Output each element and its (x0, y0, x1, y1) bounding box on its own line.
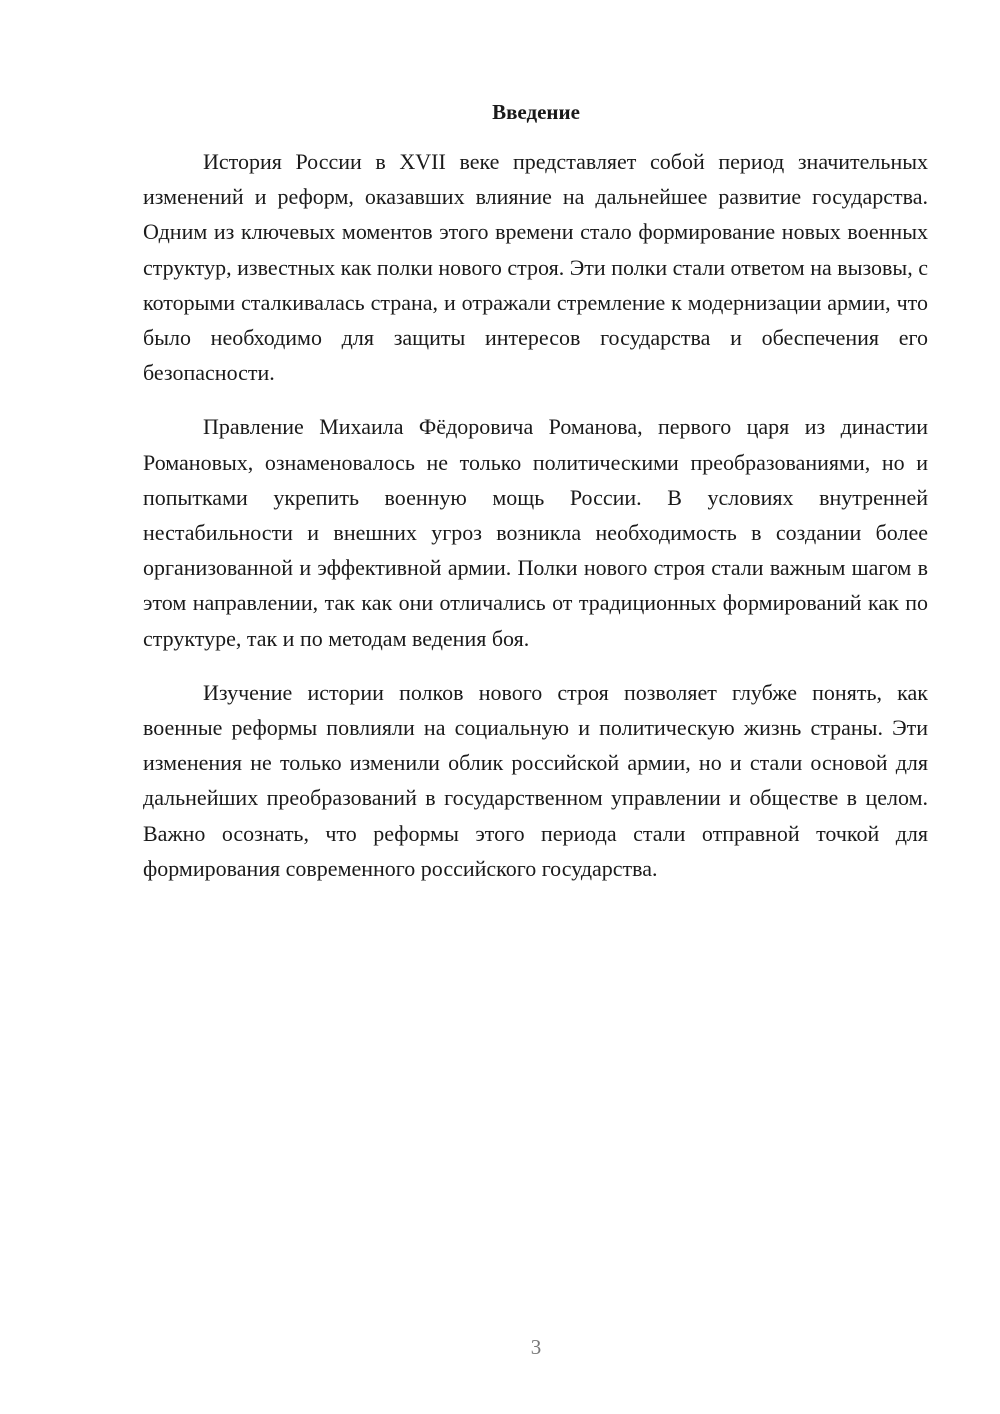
page-number: 3 (530, 1335, 542, 1359)
body-text (143, 144, 928, 905)
paragraph-3: Изучение истории полков нового строя позволяет глубже понять, как военные реформы повлияли на социальную и политическую жизнь страны. Эти изменения не только изменили облик российской армии, но и стали основой для дальнейших преобразований в государственном управлении и обществе в целом. Важно осознать, что реформы этого периода стали отправной точкой для формирования современного российского государства. (143, 679, 928, 881)
paragraph-1: История России в XVII веке представляет собой период значительных изменений и реформ, оказавших влияние на дальнейшее развитие государства. Одним из ключевых моментов этого времени стало формирование новых военных структур, известных как полки нового строя. Эти полки стали ответом на вызовы, с которыми сталкивалась страна, и отражали стремление к модернизации армии, что было необходимо для защиты интересов государства и обеспечения его безопасности. (143, 149, 928, 386)
paragraph-2: Правление Михаила Фёдоровича Романова, первого царя из династии Романовых, ознаменовалось не только политическими преобразованиями, но и попытками укрепить военную мощь России. В условиях внутренней нестабильности и внешних угроз возникла необходимость в создании более организованной и эффективной армии. Полки нового строя стали важным шагом в этом направлении, так как они отличались от традиционных формирований как по структуре, так и по методам ведения боя. (143, 414, 928, 651)
page-title: Введение (492, 100, 580, 124)
